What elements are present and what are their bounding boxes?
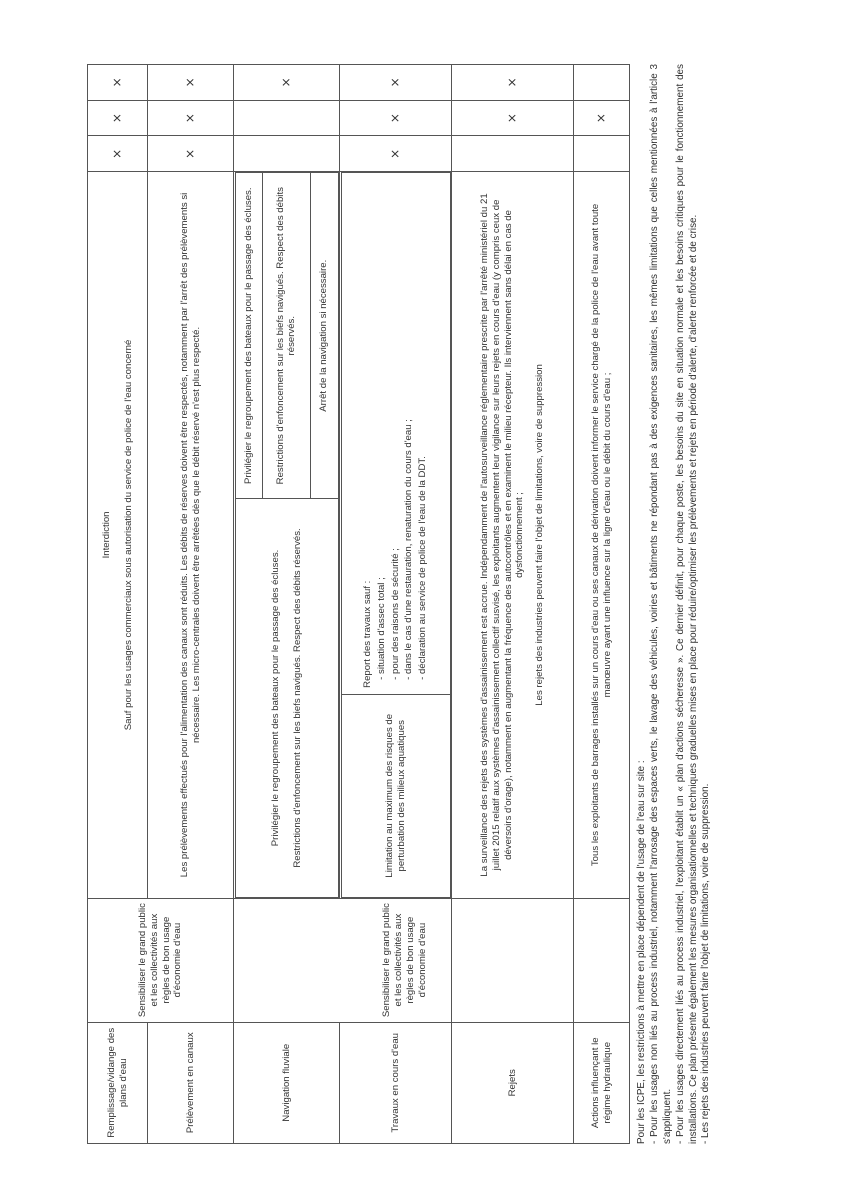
usage-cell: Rejets bbox=[452, 1022, 574, 1143]
measure-cell bbox=[340, 172, 452, 898]
level-mark: × bbox=[234, 65, 340, 101]
note-item: - Pour les usages non liés au process industriel, notamment l'arrosage des espaces verts, le lavage des véhicules, voiries et bâtiments ne répondant pas à des exigences sanitaires, les mêmes limitations que celles mentionnées à l'article 3 s'appliquent. bbox=[648, 64, 673, 1144]
table-row bbox=[88, 65, 148, 1144]
level-mark: × bbox=[340, 100, 452, 136]
icpe-notes bbox=[636, 64, 713, 1144]
notes-intro: Pour les ICPE, les restrictions à mettre en place dépendent de l'usage de l'eau sur site : bbox=[636, 760, 647, 1144]
report-label: Report des travaux sauf : bbox=[361, 580, 373, 688]
measure-left-2: Restrictions d'enfoncement sur les biefs navigués. Respect des débits réservés. bbox=[291, 528, 303, 868]
measure-left-1: Privilégier le regroupement des bateaux pour le passage des écluses. bbox=[269, 549, 281, 847]
empty-cell bbox=[574, 898, 630, 1022]
table-row bbox=[574, 65, 630, 1144]
table-row bbox=[234, 65, 340, 1144]
note-item: - Les rejets des industries peuvent faire l'objet de limitations, voire de suppression. bbox=[700, 783, 712, 1144]
measure-text: La surveillance des rejets des systèmes d'assainissement est accrue. Indépendamment de l'autosurveillance réglementaire prescrite par l'arrêté ministériel du 21 juillet 2015 relatif aux systèmes d'assainissement collectif susvisé, les exploitants augmentent leur vigilance sur leurs rejets en cours d'eau (y compris ceux de déversoirs d'orage), notamment en augmentant la fréquence des autocontrôles et en examinent le milieu récepteur. Ils interviennent sans délai en cas de dysfonctionnement ; bbox=[478, 193, 526, 877]
usage-cell: Remplissage/vidange des plans d'eau bbox=[88, 1022, 148, 1143]
level-mark: × bbox=[340, 65, 452, 101]
empty-cell bbox=[452, 898, 574, 1022]
measure-right-1: Privilégier le regroupement des bateaux pour le passage des écluses. bbox=[235, 173, 263, 499]
measure-cell bbox=[234, 172, 340, 898]
crisis-title: Interdiction bbox=[100, 511, 112, 559]
level-mark: × bbox=[88, 65, 148, 101]
measure-cell: Les prélèvements effectués pour l'alimentation des canaux sont réduits. Les débits de réserves doivent être respectés, notamment par l'arrêt des prélèvements si nécessaire. Les micro-centrales doivent être arrêtées dès que le débit réservé n'est plus respecté. bbox=[148, 172, 234, 898]
measure-cell bbox=[88, 172, 148, 898]
measure-right-3: Arrêt de la navigation si nécessaire. bbox=[310, 173, 338, 499]
sensibiliser-cell: Sensibiliser le grand public et les collectivités aux règles de bon usage d'économie d'eau bbox=[88, 898, 234, 1022]
level-mark: × bbox=[452, 65, 574, 101]
level-mark: × bbox=[148, 136, 234, 172]
list-item: - situation d'assec total ; bbox=[375, 577, 387, 680]
usage-cell: Travaux en cours d'eau bbox=[340, 1022, 452, 1143]
measure-cell: Tous les exploitants de barrages installés sur un cours d'eau ou ses canaux de dérivation doivent informer le service chargé de la police de l'eau avant toute manœuvre ayant une influence sur la ligne d'eau ou le débit du cours d'eau ; bbox=[574, 172, 630, 898]
level-mark: × bbox=[340, 136, 452, 172]
usage-cell: Prélèvement en canaux bbox=[148, 1022, 234, 1143]
measure-right-2: Restrictions d'enfoncement sur les biefs navigués. Respect des débits réservés. bbox=[263, 173, 310, 499]
list-item: - dans le cas d'une restauration, renaturation du cours d'eau ; bbox=[403, 419, 415, 680]
list-item: - déclaration au service de police de l'eau de la DDT. bbox=[417, 456, 429, 680]
list-item: - pour des raisons de sécurité ; bbox=[389, 548, 401, 680]
usage-cell: Actions influençant le régime hydraulique bbox=[574, 1022, 630, 1143]
usage-cell: Navigation fluviale bbox=[234, 1022, 340, 1143]
crisis-subtitle: Sauf pour les usages commerciaux sous autorisation du service de police de l'eau concerné bbox=[122, 339, 134, 731]
level-mark: × bbox=[452, 100, 574, 136]
note-item: - Pour les usages directement liés au process industriel, l'exploitant établit un « plan d'actions sécheresse ». Ce dernier définit, pour chaque poste, les besoins du site en situation normale et les besoins critiques pour le fonctionnement des installations. Ce plan présente également les mesures organisationnelles et techniques graduelles mises en place pour réduire/optimiser les prélèvements et rejets en période d'alerte, d'alerte renforcée et de crise. bbox=[674, 64, 699, 1144]
level-mark: × bbox=[574, 100, 630, 136]
measure-text-2: Les rejets des industries peuvent faire l'objet de limitations, voire de suppression bbox=[534, 364, 546, 706]
level-mark: × bbox=[148, 100, 234, 136]
level-mark: × bbox=[88, 136, 148, 172]
measure-cell bbox=[452, 172, 574, 898]
restrictions-table bbox=[87, 64, 630, 1144]
level-mark: × bbox=[88, 100, 148, 136]
sensibiliser-cell: Sensibiliser le grand public et les collectivités aux règles de bon usage d'économie d'eau bbox=[234, 898, 452, 1022]
table-row bbox=[452, 65, 574, 1144]
level-mark: × bbox=[148, 65, 234, 101]
measure-left: Limitation au maximum des risques de perturbation des milieux aquatiques bbox=[341, 694, 450, 897]
